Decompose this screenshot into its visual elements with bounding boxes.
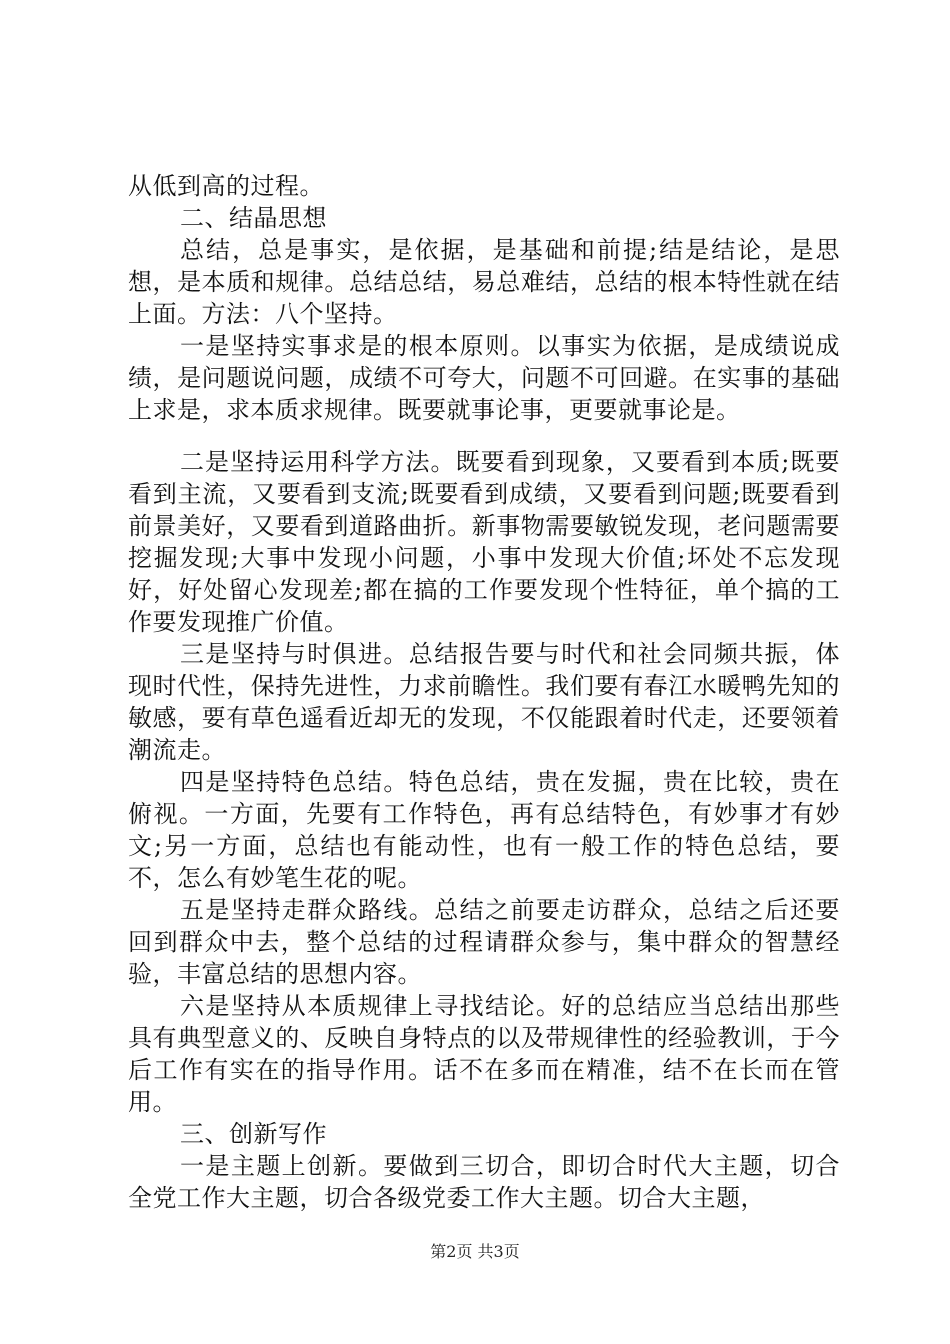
paragraph-3: 总结，总是事实，是依据，是基础和前提;结是结论，是思想，是本质和规律。总结总结，易总难结，总结的根本特性就在结上面。方法：八个坚持。 xyxy=(128,236,840,328)
paragraph-5: 二是坚持运用科学方法。既要看到现象，又要看到本质;既要看到主流，又要看到支流;既要看到成绩，又要看到问题;既要看到前景美好，又要看到道路曲折。新事物需要敏锐发现，老问题需要挖掘发现;大事中发现小问题，小事中发现大价值;坏处不忘发现好，好处留心发现差;都在搞的工作要发现个性特征，单个搞的工作要发现推广价值。 xyxy=(128,448,840,636)
paragraph-1: 从低到高的过程。 xyxy=(128,172,324,200)
paragraph-gap xyxy=(128,426,840,446)
paragraph-7: 四是坚持特色总结。特色总结，贵在发掘，贵在比较，贵在俯视。一方面，先要有工作特色，再有总结特色，有妙事才有妙文;另一方面，总结也有能动性，也有一般工作的特色总结，要不，怎么有妙笔生花的呢。 xyxy=(128,768,840,892)
paragraph-4: 一是坚持实事求是的根本原则。以事实为依据，是成绩说成绩，是问题说问题，成绩不可夸大，问题不可回避。在实事的基础上求是，求本质求规律。既要就事论事，更要就事论是。 xyxy=(128,332,840,424)
section-heading-2: 二、结晶思想 xyxy=(180,204,327,232)
paragraph-11: 一是主题上创新。要做到三切合，即切合时代大主题，切合全党工作大主题，切合各级党委工作大主题。切合大主题， xyxy=(128,1152,840,1212)
section-heading-3: 三、创新写作 xyxy=(180,1120,327,1148)
paragraph-9: 六是坚持从本质规律上寻找结论。好的总结应当总结出那些具有典型意义的、反映自身特点的以及带规律性的经验教训，于今后工作有实在的指导作用。话不在多而在精准，结不在长而在管用。 xyxy=(128,992,840,1116)
paragraph-6: 三是坚持与时俱进。总结报告要与时代和社会同频共振，体现时代性，保持先进性，力求前瞻性。我们要有春江水暖鸭先知的敏感，要有草色遥看近却无的发现，不仅能跟着时代走，还要领着潮流走。 xyxy=(128,640,840,764)
paragraph-8: 五是坚持走群众路线。总结之前要走访群众，总结之后还要回到群众中去，整个总结的过程请群众参与，集中群众的智慧经验，丰富总结的思想内容。 xyxy=(128,896,840,988)
page-footer xyxy=(0,1242,950,1262)
page-number: 第2页 共3页 xyxy=(430,1242,520,1261)
document-body xyxy=(128,170,840,1214)
